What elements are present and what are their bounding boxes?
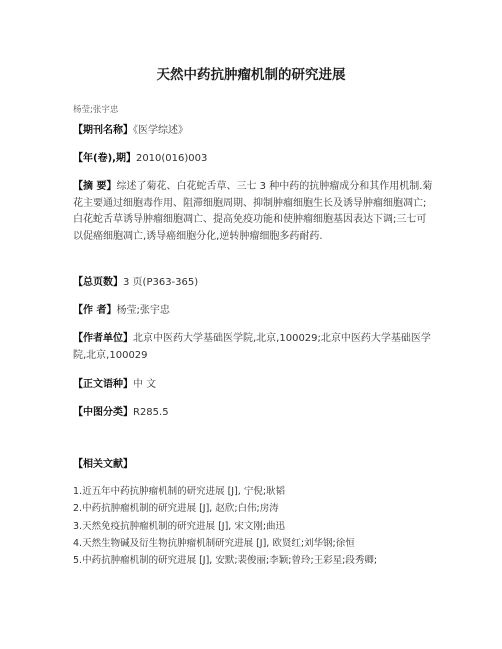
field-label: 【作者单位】: [73, 333, 133, 344]
field-value: 2010(016)003: [135, 153, 208, 164]
field-label: 【正文语种】: [73, 379, 133, 390]
abstract-field: [73, 179, 435, 245]
document-title: 天然中药抗肿瘤机制的研究进展: [156, 67, 346, 83]
classification-field: [73, 405, 435, 422]
reference-item[interactable]: 3.天然免疫抗肿瘤机制的研究进展 [J], 宋文刚;曲迅: [73, 520, 286, 532]
field-value: 北京中医药大学基础医学院,北京,100029;北京中医药大学基础医学院,北京,100029: [73, 333, 431, 361]
language-field: [73, 377, 435, 394]
reference-item[interactable]: 5.中药抗肿瘤机制的研究进展 [J], 安默;裴俊丽;李颖;曾玲;王彩星;段秀卿;: [73, 555, 378, 567]
field-value: R285.5: [133, 407, 169, 418]
field-label: 【期刊名称】: [73, 125, 133, 136]
authors-field: [73, 303, 435, 320]
field-value: 3 页(P363-365): [123, 277, 199, 288]
field-label: 【总页数】: [73, 277, 123, 288]
volume-issue-field: [73, 151, 435, 168]
reference-item[interactable]: 4.天然生物碱及衍生物抗肿瘤机制研究进展 [J], 欧贤红;刘华钢;徐恒: [73, 537, 355, 549]
field-label: 【摘 要】: [73, 181, 117, 192]
field-label: 【中图分类】: [73, 407, 133, 418]
field-value: 中 文: [133, 379, 157, 390]
reference-list: [73, 483, 377, 569]
field-value: 《医学综述》: [133, 125, 188, 136]
journal-name-field: [73, 123, 435, 140]
field-label: 【作 者】: [73, 305, 117, 316]
related-literature-heading: 【相关文献】: [73, 459, 133, 470]
field-value: 杨莹;张宇忠: [116, 305, 170, 316]
field-label: 【年(卷),期】: [73, 153, 136, 164]
author-line: 杨莹;张宇忠: [73, 105, 119, 115]
total-pages-field: [73, 275, 435, 292]
reference-item[interactable]: 1.近五年中药抗肿瘤机制的研究进展 [J], 宁倪;耿韬: [73, 486, 286, 497]
affiliation-field: [73, 331, 435, 364]
field-value: 综述了菊花、白花蛇舌草、三七 3 种中药的抗肿瘤成分和其作用机制.菊花主要通过细胞毒作用、阻滞细胞周期、抑制肿瘤细胞生长及诱导肿瘤细胞凋亡;白花蛇舌草诱导肿瘤细胞凋亡、提高免疫功能和使肿瘤细胞基因表达下调;三七可以促癌细胞凋亡,诱导癌细胞分化,逆转肿瘤细胞多药耐药.: [73, 181, 433, 242]
reference-item[interactable]: 2.中药抗肿瘤机制的研究进展 [J], 赵欣;白伟;房涛: [73, 503, 279, 515]
